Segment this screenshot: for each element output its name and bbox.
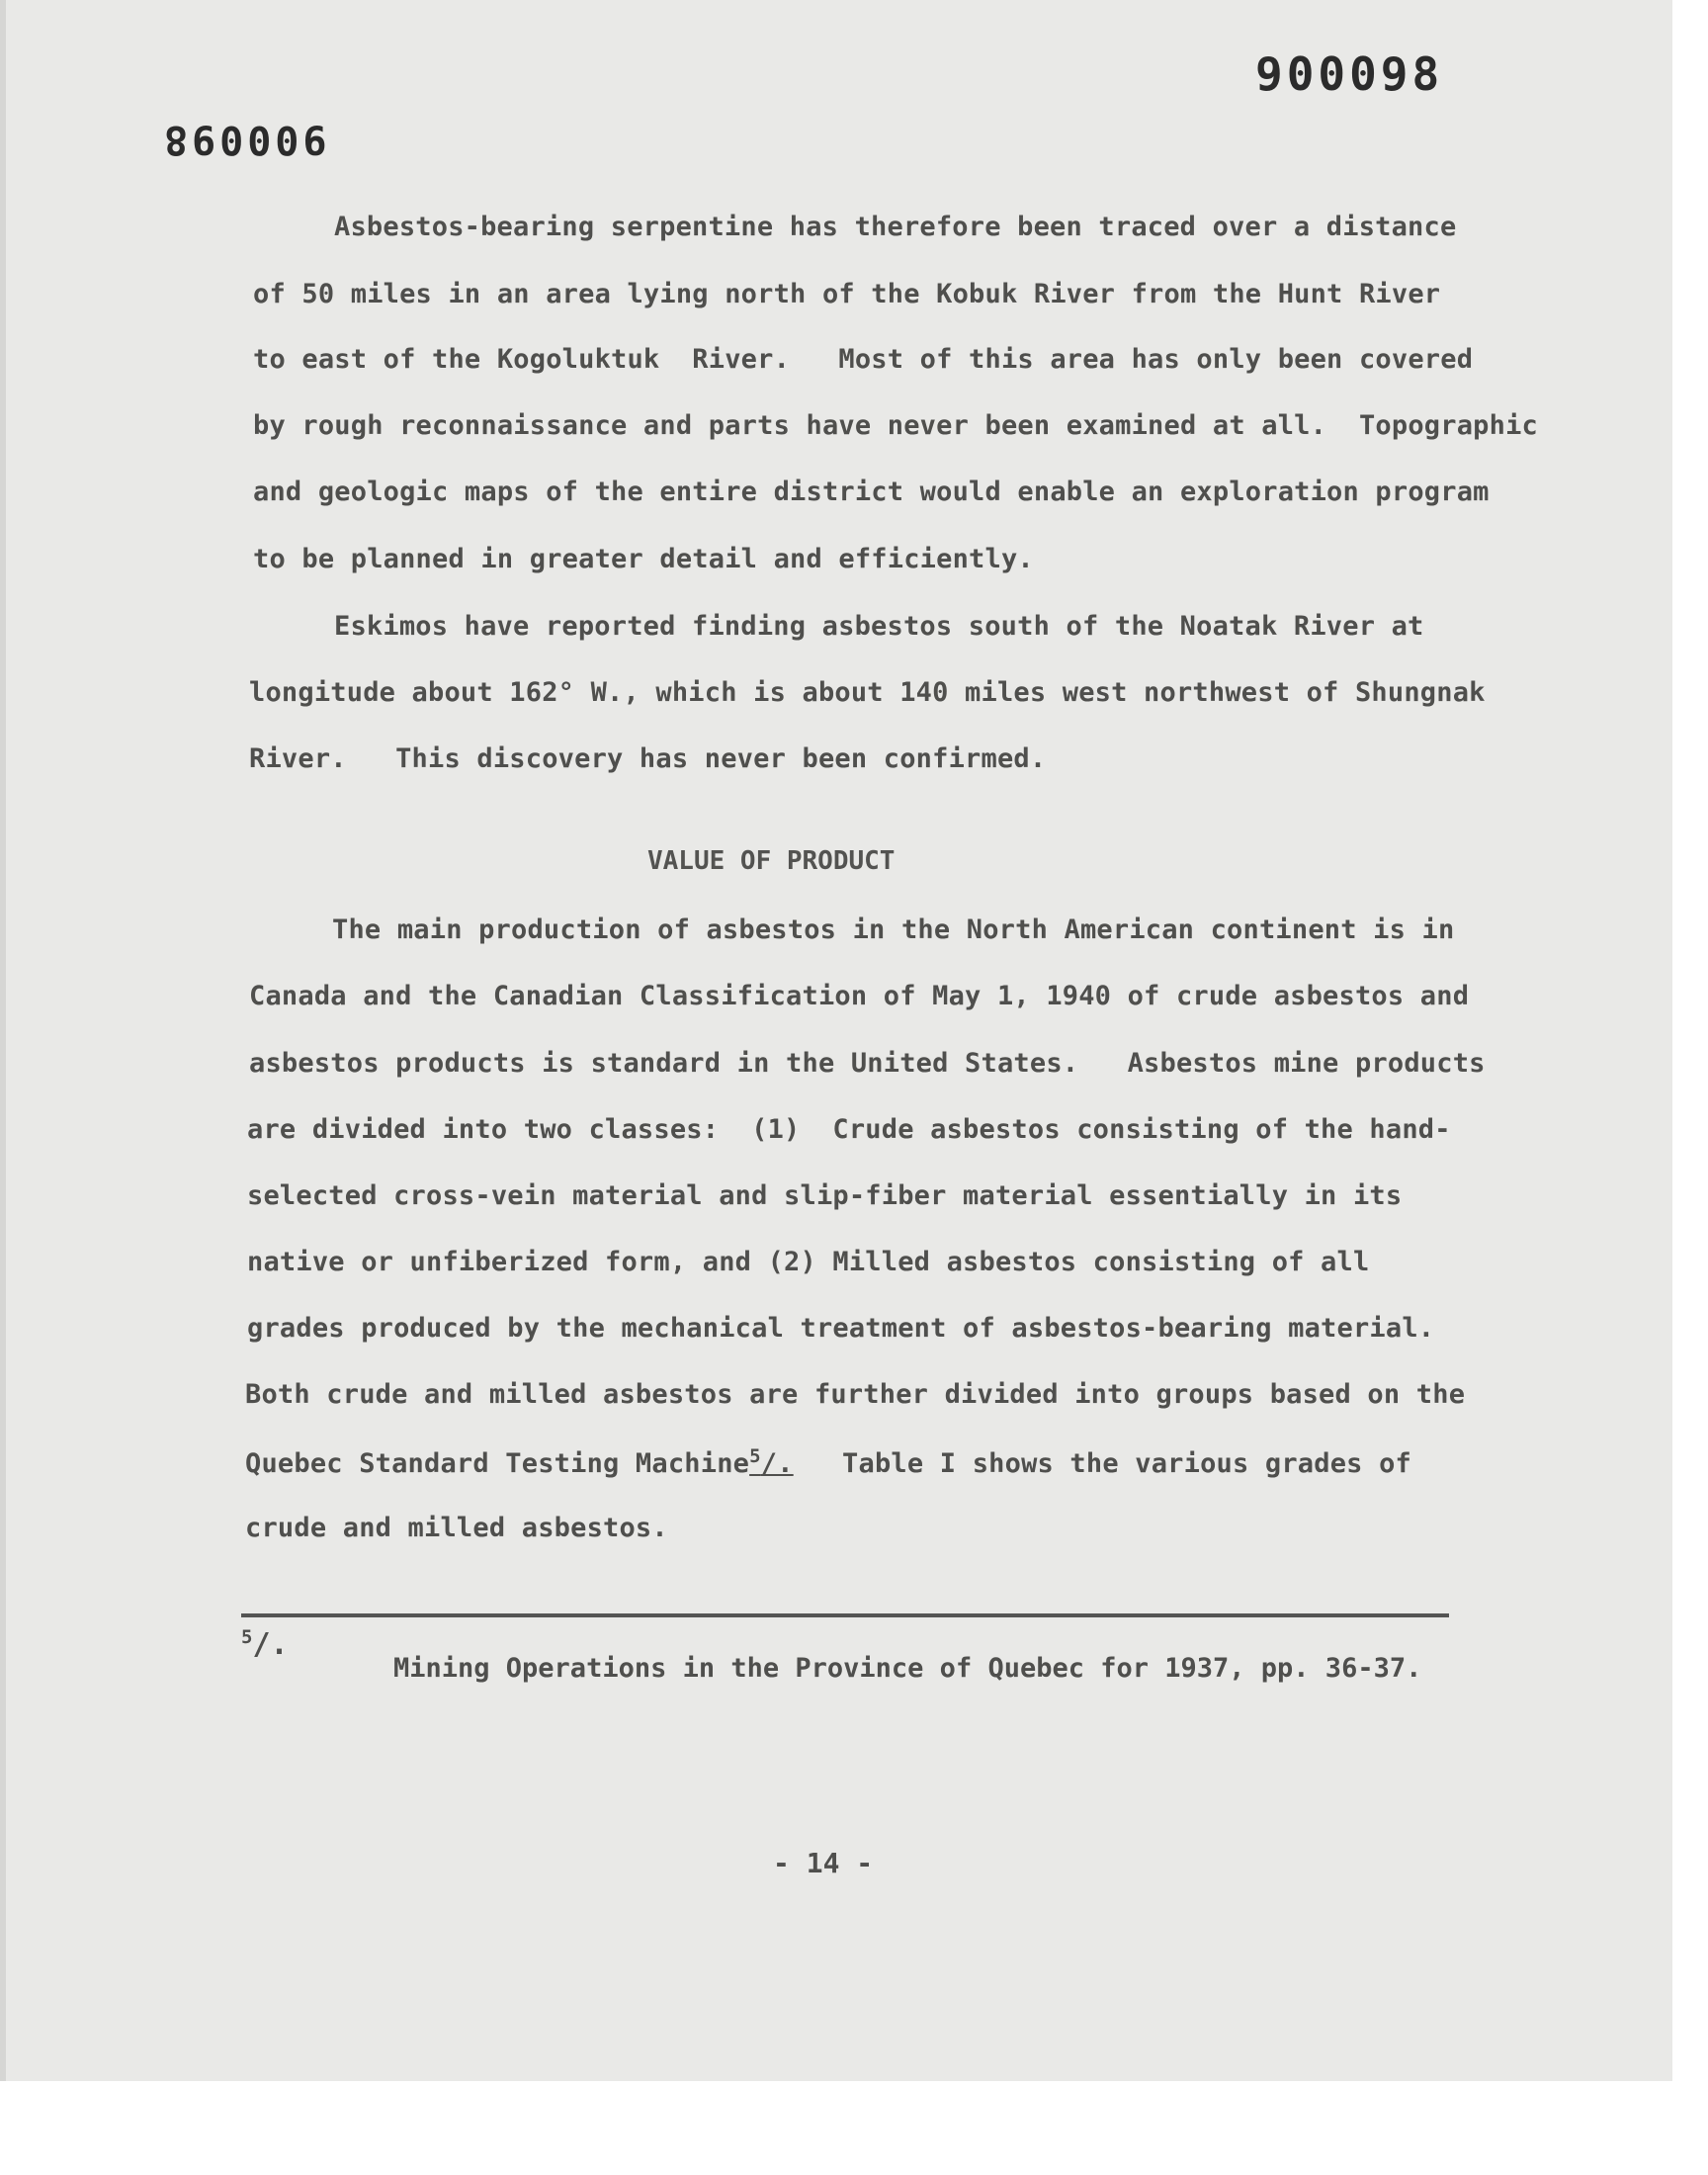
text-line: Asbestos-bearing serpentine has therefore been traced over a distance (334, 212, 1457, 242)
text-line: native or unfiberized form, and (2) Milled asbestos consisting of all (247, 1247, 1370, 1277)
text-line: to be planned in greater detail and efficiently. (253, 544, 1034, 574)
text-line: grades produced by the mechanical treatment of asbestos-bearing material. (247, 1313, 1435, 1344)
text-line: crude and milled asbestos. (245, 1513, 668, 1543)
page-number: - 14 - (773, 1847, 874, 1879)
text-line: of 50 miles in an area lying north of the Kobuk River from the Hunt River (253, 279, 1441, 309)
text-fragment: Quebec Standard Testing Machine (245, 1448, 750, 1479)
text-line: selected cross-vein material and slip-fiber material essentially in its (247, 1180, 1403, 1211)
scan-edge (0, 0, 6, 2081)
text-line: asbestos products is standard in the United States. Asbestos mine products (249, 1048, 1486, 1079)
text-line (245, 1445, 1411, 1479)
text-line: The main production of asbestos in the North American continent is in (332, 914, 1455, 945)
text-line: Eskimos have reported finding asbestos south of the Noatak River at (334, 611, 1424, 642)
footnote-text: Mining Operations in the Province of Quebec for 1937, pp. 36-37. (393, 1653, 1422, 1684)
section-heading: VALUE OF PRODUCT (647, 846, 896, 876)
text-line: Canada and the Canadian Classification of May 1, 1940 of crude asbestos and (249, 981, 1470, 1011)
footnote-divider (241, 1613, 1449, 1617)
footnote-reference (749, 1445, 794, 1479)
footnote-reference-number: 5 (749, 1445, 761, 1467)
text-line: to east of the Kogoluktuk River. Most of this area has only been covered (253, 344, 1474, 375)
text-fragment: Table I shows the various grades of (793, 1448, 1411, 1479)
text-line: longitude about 162° W., which is about 140 miles west northwest of Shungnak (249, 677, 1486, 708)
footnote-reference-suffix: /. (760, 1448, 794, 1479)
text-line: by rough reconnaissance and parts have never been examined at all. Topographic (253, 410, 1538, 441)
text-line: and geologic maps of the entire district would enable an exploration program (253, 477, 1490, 507)
text-line: River. This discovery has never been confirmed. (249, 743, 1047, 774)
document-number-stamp: 900098 (1255, 47, 1444, 101)
text-line: Both crude and milled asbestos are further divided into groups based on the (245, 1379, 1466, 1410)
footnote-marker-suffix: /. (252, 1627, 289, 1662)
footnote-marker-number: 5 (241, 1626, 253, 1648)
footnote-marker (241, 1626, 289, 1662)
document-number-stamp-inverted: 900098 (160, 117, 327, 162)
text-line: are divided into two classes: (1) Crude asbestos consisting of the hand- (247, 1114, 1451, 1145)
